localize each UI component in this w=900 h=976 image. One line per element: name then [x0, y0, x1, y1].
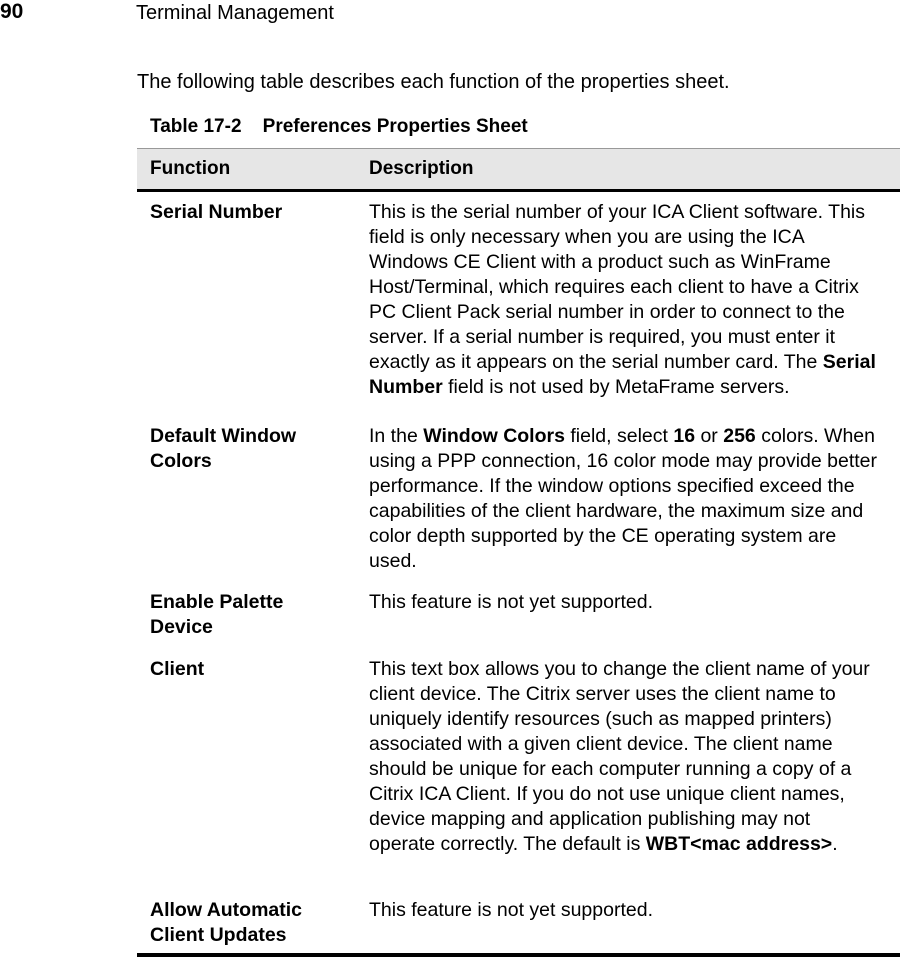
function-cell: Client	[150, 658, 205, 680]
description-bold: 256	[723, 425, 756, 447]
preferences-table	[137, 148, 900, 957]
table-row	[137, 657, 900, 898]
description-cell	[369, 200, 879, 424]
table-row	[137, 590, 900, 657]
column-header-function: Function	[150, 158, 231, 179]
description-text: This text box allows you to change the client name of your client device. The Citrix server uses the client name to uniquely identify resources (such as mapped printers) associated with a given client device. The client name should be unique for each computer running a copy of a Citrix ICA Client. If you do not use unique client names, device mapping and application publishing may not operate correctly. The default is	[369, 658, 870, 855]
description-text: field is not used by MetaFrame servers.	[442, 376, 790, 398]
description-cell	[369, 424, 879, 590]
description-text: field, select	[564, 425, 674, 447]
function-cell: Allow Automatic Client Updates	[150, 899, 303, 946]
description-text: .	[832, 833, 838, 855]
function-cell: Serial Number	[150, 201, 283, 223]
description-cell: This feature is not yet supported.	[369, 591, 653, 613]
running-title: Terminal Management	[136, 2, 334, 24]
description-cell: This feature is not yet supported.	[369, 899, 653, 921]
description-text: or	[695, 425, 724, 447]
table-caption-title: Preferences Properties Sheet	[262, 116, 528, 137]
description-cell	[369, 657, 879, 898]
function-cell: Enable Palette Device	[150, 591, 284, 638]
description-text: This is the serial number of your ICA Client software. This field is only necessary when you are using the ICA Windows CE Client with a product such as WinFrame Host/Terminal, which requires each client to have a Citrix PC Client Pack serial number in order to connect to the server. If a serial number is required, you must enter it exactly as it appears on the serial number card. The	[369, 201, 866, 373]
table-row	[137, 898, 900, 957]
intro-paragraph: The following table describes each function of the properties sheet.	[137, 71, 730, 93]
table-row	[137, 200, 900, 424]
table-caption	[150, 115, 528, 139]
table-caption-number: Table 17-2	[150, 116, 242, 137]
description-text: In the	[369, 425, 424, 447]
function-cell: Default Window Colors	[150, 425, 297, 472]
column-header-description: Description	[369, 158, 474, 179]
table-header-row	[137, 148, 900, 192]
description-bold: WBT<mac address>	[645, 833, 833, 855]
description-bold: Serial Number	[369, 351, 876, 398]
description-bold: Window Colors	[423, 425, 565, 447]
description-bold: 16	[673, 425, 696, 447]
description-text: colors. When using a PPP connection, 16 color mode may provide better performance. If the window options specified exceed the capabilities of the client hardware, the maximum size and color depth supported by the CE operating system are used.	[369, 425, 878, 572]
table-row	[137, 424, 900, 590]
page-number: 90	[0, 0, 24, 23]
